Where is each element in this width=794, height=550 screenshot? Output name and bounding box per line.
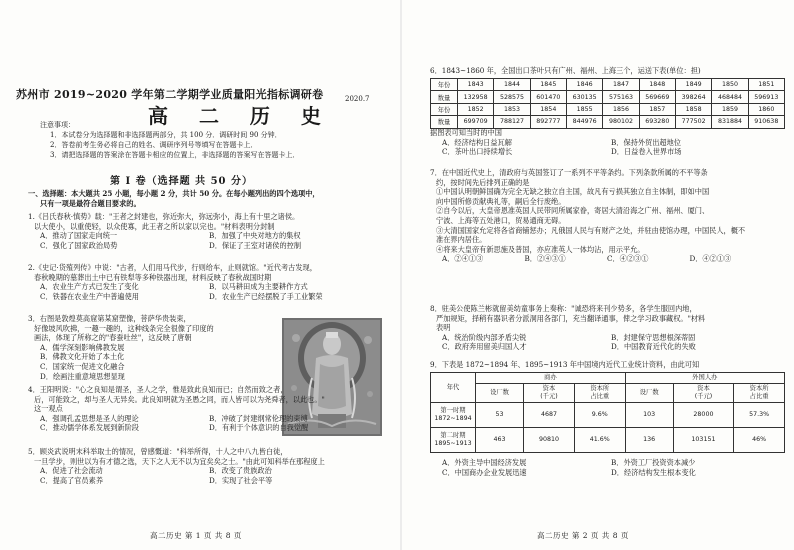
q8-option-a: A．统治阶级内部矛盾尖锐 bbox=[442, 332, 527, 342]
q2-option-d: D．农业生产已经摆脱了手工业繁荣 bbox=[209, 291, 323, 301]
section-heading-line-1: 一、选择题：本大题共 25 小题，每小题 2 分，共计 50 分。在每小题列出的四个选项中， bbox=[28, 189, 320, 198]
industry-table-cell: 28000 bbox=[673, 403, 734, 428]
q8-options bbox=[430, 333, 772, 352]
q8-option-d: D．中国教育近代化的失败 bbox=[611, 342, 696, 352]
tea-table-cell: 1853 bbox=[494, 103, 530, 115]
q2-option-b: B．以马耕田成为主要耕作方式 bbox=[209, 282, 308, 292]
q7-option-b: B．②④③① bbox=[524, 254, 566, 264]
tea-table-cell: 1852 bbox=[458, 103, 494, 115]
q7-item-2-cont: 宁波、上海等五处港口，贸易通商无碍。 bbox=[436, 215, 566, 225]
industry-subheader-row bbox=[431, 384, 785, 403]
industry-table-row bbox=[431, 428, 785, 453]
q5-option-d: D．实现了社会平等 bbox=[209, 475, 273, 485]
q5-option-a: A．促进了社会流动 bbox=[40, 466, 103, 476]
tea-table-cell: 1858 bbox=[675, 103, 711, 115]
q4-option-a: A．强调孔孟思想是圣人的理论 bbox=[40, 413, 139, 423]
q2-options bbox=[28, 282, 370, 301]
q3-option-d: D．绘画注重意境思想显现 bbox=[40, 371, 125, 381]
tea-table-cell: 699709 bbox=[458, 116, 494, 128]
question-2 bbox=[28, 263, 388, 301]
tea-table-cell: 1857 bbox=[639, 103, 675, 115]
q7-item-3: ③大清国国家允定将各省商铺惩办；凡俄国人民与有财产之处，并驻由使馆办理，中国民人，概不 bbox=[436, 225, 746, 235]
col-foreign-header: 外国人办 bbox=[625, 373, 784, 384]
tea-table-cell: 1854 bbox=[530, 103, 566, 115]
industry-table-cell: 57.3% bbox=[734, 403, 785, 428]
question-1 bbox=[28, 212, 388, 250]
note-1: 1．本试卷分为选择题和非选择题两部分，共 100 分．调研时间 90 分钟． bbox=[50, 131, 282, 139]
q7-option-c: C．④②③① bbox=[607, 254, 649, 264]
question-4 bbox=[28, 385, 388, 433]
left-page-footer: 高二历史 第 1 页 共 8 页 bbox=[150, 531, 242, 540]
tea-table-cell: 1851 bbox=[748, 79, 784, 91]
section-heading-line-2: 只有一项是最符合题目要求的。 bbox=[40, 198, 141, 208]
industry-table-cell: 53 bbox=[476, 403, 524, 428]
q9-option-c: C．中国商办企业发展迅速 bbox=[442, 467, 527, 477]
industry-subheader-cell: 资本所 占比重 bbox=[734, 384, 785, 403]
q4-option-d: D．有利于个体意识的自我觉醒 bbox=[209, 423, 309, 433]
q4-options bbox=[28, 414, 370, 433]
tea-table-cell: 1847 bbox=[603, 79, 639, 91]
right-page bbox=[402, 0, 794, 550]
q2-line-2: 春秋晚期的墓葬出土中已有铁犁等多种铁器出现，材料反映了春秋战国时期 bbox=[34, 272, 272, 282]
note-2: 2．答卷前考生务必将自己的姓名、调研序列号等填写在答题卡上． bbox=[50, 141, 258, 149]
q4-option-c: C．推动儒学体系发展到新阶段 bbox=[40, 423, 139, 433]
q1-line-2: 以大使小，以重使轻，以众使寡，此王者之所以家以完也。"材料表明分封制 bbox=[34, 221, 275, 231]
industry-table-cell: 136 bbox=[625, 428, 673, 453]
tea-table-cell: 788127 bbox=[494, 116, 530, 128]
q7-item-1-cont: 向中国所修贡献典礼等，嗣后全行废绝。 bbox=[436, 196, 566, 206]
section-heading bbox=[28, 189, 320, 208]
tea-table-cell: 596913 bbox=[748, 91, 784, 103]
tea-table-cell: 1843 bbox=[458, 79, 494, 91]
tea-table-cell: 398264 bbox=[675, 91, 711, 103]
q1-option-a: A．推动了国家走向统一 bbox=[40, 231, 118, 241]
q7-item-2: ②自今以后，大皇帝恩准英国人民带同所属家眷，寄居大清沿海之广州、福州、厦门、 bbox=[436, 206, 710, 216]
q4-option-b: B．冲破了封建纲常伦理的束缚 bbox=[209, 413, 308, 423]
q7-option-d: D．④②①③ bbox=[689, 254, 732, 264]
part-one-heading: 第 I 卷（选择题 共 50 分） bbox=[110, 176, 254, 187]
q2-option-a: A．农业生产方式已发生了变化 bbox=[40, 282, 139, 292]
q6-stem: 据图表可知当时的中国 bbox=[430, 128, 502, 137]
q1-line-1: 1.《吕氏春秋·慎势》载："王者之封建也，弥近弥大，弥远弥小，海上有十里之诸侯。 bbox=[28, 212, 300, 221]
q9-option-b: B．外资工厂投资资本减少 bbox=[611, 458, 696, 467]
tea-row-label: 数量 bbox=[431, 116, 458, 128]
tea-table-cell: 132958 bbox=[458, 91, 494, 103]
tea-table-cell: 1850 bbox=[712, 79, 748, 91]
q1-option-d: D．保证了王室对诸侯的控制 bbox=[209, 240, 302, 250]
q9-option-a: A．外资主导中国经济发展 bbox=[442, 458, 527, 467]
q8-option-b: B．封建保守思想根深蒂固 bbox=[611, 332, 696, 342]
tea-row-label: 数量 bbox=[431, 91, 458, 103]
q6-intro: 6．1843~1860 年，全国出口茶叶只有广州、福州、上海三个，运送下表(单位：担) bbox=[430, 66, 701, 75]
q7-item-4: ④将来大皇帝有新思施及普国，亦应准英人一体均沾，用示平允。 bbox=[436, 244, 645, 254]
question-3 bbox=[28, 314, 278, 381]
col-era-header: 年代 bbox=[431, 373, 476, 403]
question-7 bbox=[430, 168, 790, 264]
q2-line-1: 2.《史记·货殖列传》中说："古者，人们用马代步，行则给车，止则就馆。"近代考古发现， bbox=[28, 263, 317, 272]
q2-option-c: C．铁器在农业生产中普遍使用 bbox=[40, 291, 139, 301]
q3-line-2: 好像坡风吹拂，一趣一趣的，这种线条完全很像了印度的 bbox=[34, 323, 214, 333]
question-6 bbox=[430, 128, 790, 157]
notes-heading: 注意事项： bbox=[40, 121, 75, 129]
tea-table-cell: 910638 bbox=[748, 116, 784, 128]
q5-option-b: B．改变了贵族政治 bbox=[209, 466, 272, 476]
tea-table-cell: 1849 bbox=[675, 79, 711, 91]
q8-line-3: 表明 bbox=[436, 323, 451, 333]
industry-era-cell: 第一时期 1872~1894 bbox=[431, 403, 476, 428]
q3-option-c: C．国家统一促进文化融合 bbox=[40, 361, 125, 371]
tea-table-cell: 1848 bbox=[639, 79, 675, 91]
note-3: 3．请把选择题的答案涂在答题卡相应的位置上，非选择题的答案写在答题卡上． bbox=[50, 151, 300, 159]
q1-option-c: C．强化了国家政治局势 bbox=[40, 240, 118, 250]
q7-item-1: ①中国认明朝鲜国确为完全无缺之独立自主国，故凡有亏损其独立自主体制，即如中国 bbox=[436, 187, 710, 197]
q7-option-a: A．②④①③ bbox=[442, 254, 484, 264]
industry-stats-table bbox=[430, 372, 785, 453]
subject-title: 高 二 历 史 bbox=[148, 104, 333, 128]
industry-subheader-cell: 资本 (千元) bbox=[524, 384, 575, 403]
tea-table-cell: 693280 bbox=[639, 116, 675, 128]
q5-line-2: 一旦学步，则世以为有才德之选，天下之人无不以为宜矣矣之士。"由此可知科举在那程度上 bbox=[34, 456, 325, 466]
tea-table-row bbox=[431, 116, 785, 128]
exam-notes bbox=[40, 120, 395, 160]
industry-table-cell: 103151 bbox=[673, 428, 734, 453]
industry-subheader-cell: 资本 (千元) bbox=[673, 384, 734, 403]
q7-item-3-cont: 准在界内居住。 bbox=[436, 235, 487, 245]
q5-line-1: 5．顾炎武说明末科举取士的情况，曾感慨道："科举所得，十人之中八九皆白徒， bbox=[28, 447, 288, 456]
tea-table-cell: 844976 bbox=[566, 116, 602, 128]
tea-table-cell: 569669 bbox=[639, 91, 675, 103]
tea-table-cell: 1860 bbox=[748, 103, 784, 115]
q6-option-d: D．日益卷入世界市场 bbox=[611, 147, 682, 157]
q5-option-c: C．提高了官员素养 bbox=[40, 475, 104, 485]
tea-table-cell: 1844 bbox=[494, 79, 530, 91]
q7-line-2: 约，按时间先后排列正确的是 bbox=[436, 177, 530, 187]
tea-table-cell: 601470 bbox=[530, 91, 566, 103]
tea-table-cell: 1859 bbox=[712, 103, 748, 115]
q9-intro: 9．下表是 1872~1894 年、1895~1913 年中国境内近代工业统计资料，由此可知 bbox=[430, 360, 700, 369]
q6-option-b: B．保持外贸出超地位 bbox=[611, 137, 681, 147]
q4-line-1: 4．王阳明说："心之良知是谓圣，圣人之学，惟是致此良知而已；自然而致之者， bbox=[28, 385, 288, 394]
right-page-footer: 高二历史 第 2 页 共 8 页 bbox=[537, 531, 629, 540]
tea-table-cell: 892777 bbox=[530, 116, 566, 128]
tea-table-cell: 1855 bbox=[566, 103, 602, 115]
q4-line-3: 这一观点 bbox=[34, 404, 63, 414]
q8-line-1: 8．驻美公使陈兰彬就留美幼童事务上奏称："诚恐将来刊少势多，各学生服回内地， bbox=[430, 304, 697, 313]
q7-line-1: 7．在中国近代史上，清政府与英国签订了一系列不平等条约。下列条款所属的不平等条 bbox=[430, 168, 708, 177]
tea-table-row bbox=[431, 103, 785, 115]
tea-row-label: 年份 bbox=[431, 103, 458, 115]
q1-options bbox=[28, 231, 370, 250]
q8-option-c: C．政府奔用留美归国人才 bbox=[442, 342, 527, 352]
tea-table-cell: 528575 bbox=[494, 91, 530, 103]
tea-table-cell: 630135 bbox=[566, 91, 602, 103]
col-chinese-header: 商办 bbox=[476, 373, 626, 384]
exam-title: 苏州市 2019~2020 学年第二学期学业质量阳光指标调研卷 bbox=[16, 88, 324, 101]
industry-table-cell: 90810 bbox=[524, 428, 575, 453]
tea-table-cell: 831884 bbox=[712, 116, 748, 128]
q4-line-2: 后，可能致之，却与圣人无异矣。此良知明就为圣愚之同，而人皆可以为尧舜者，以此也。" bbox=[34, 394, 325, 404]
tea-table-cell: 468484 bbox=[712, 91, 748, 103]
tea-row-label: 年份 bbox=[431, 79, 458, 91]
industry-table-cell: 9.6% bbox=[574, 403, 625, 428]
industry-table-row bbox=[431, 403, 785, 428]
q9-options bbox=[430, 458, 772, 477]
industry-table-cell: 46% bbox=[734, 428, 785, 453]
industry-table-cell: 4687 bbox=[524, 403, 575, 428]
tea-table-cell: 980102 bbox=[603, 116, 639, 128]
tea-table-cell: 575163 bbox=[603, 91, 639, 103]
question-8 bbox=[430, 304, 790, 352]
industry-subheader-cell: 资本所 占比重 bbox=[574, 384, 625, 403]
industry-table-cell: 41.6% bbox=[574, 428, 625, 453]
tea-table-cell: 1856 bbox=[603, 103, 639, 115]
q1-option-b: B．加强了中央对地方的集权 bbox=[209, 231, 301, 241]
q3-option-b: B．佛教文化开始了本土化 bbox=[40, 352, 125, 362]
tea-table-cell: 777502 bbox=[675, 116, 711, 128]
question-5 bbox=[28, 447, 388, 485]
q6-option-c: C．茶叶出口持续增长 bbox=[442, 147, 513, 157]
tea-table-row bbox=[431, 79, 785, 91]
tea-table-cell: 1846 bbox=[566, 79, 602, 91]
tea-table-cell: 1845 bbox=[530, 79, 566, 91]
q7-options bbox=[430, 254, 772, 264]
industry-table-cell: 103 bbox=[625, 403, 673, 428]
q5-options bbox=[28, 466, 370, 485]
industry-subheader-cell: 设厂数 bbox=[476, 384, 524, 403]
q6-options bbox=[430, 138, 772, 157]
tea-table-row bbox=[431, 91, 785, 103]
question-9-options-block bbox=[430, 458, 790, 477]
industry-era-cell: 第二时期 1895~1913 bbox=[431, 428, 476, 453]
exam-date: 2020.7 bbox=[345, 95, 370, 103]
q3-line-1: 3．右图是敦煌莫高窟第某窟塑像，菩萨华贵装束， bbox=[28, 314, 191, 323]
tea-export-table bbox=[430, 78, 785, 129]
q8-line-2: 严加规矩，择稍有器识者分派洞用各部门，充当翻译通事，俾之学习政事藏权。"材料 bbox=[436, 313, 706, 323]
industry-table-cell: 463 bbox=[476, 428, 524, 453]
q3-option-a: A．儒学深刻影响佛教发展 bbox=[40, 342, 125, 352]
industry-subheader-cell: 设厂数 bbox=[625, 384, 673, 403]
q9-option-d: D．经济结构发生根本变化 bbox=[611, 467, 696, 477]
q6-option-a: A．经济结构日益瓦解 bbox=[442, 137, 512, 147]
q3-line-3: 画法，体现了所称之的"春蚕吐丝"，这反映了唐朝 bbox=[34, 333, 192, 343]
